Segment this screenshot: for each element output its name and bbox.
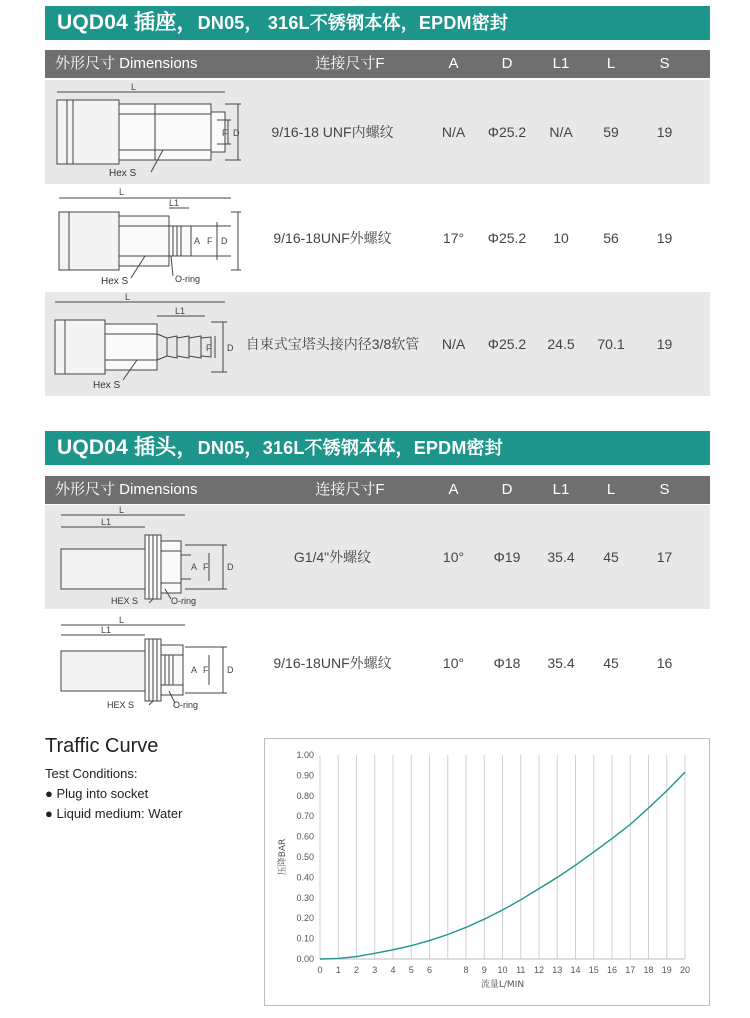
y-tick-label: 0.90	[296, 770, 314, 781]
x-tick-label: 8	[463, 965, 469, 975]
x-tick-label: 11	[516, 965, 526, 975]
cell-l: 45	[603, 549, 619, 565]
header-connection-f: 连接尺寸F	[315, 55, 385, 72]
x-tick-label: 2	[353, 965, 360, 975]
cell-connection-f: 9/16-18 UNF内螺纹	[271, 124, 394, 140]
cell-d: Φ25.2	[487, 230, 527, 246]
cell-l: 56	[603, 230, 619, 246]
header-l1: L1	[552, 55, 570, 72]
y-tick-label: 0.50	[296, 852, 314, 862]
x-tick-label: 6	[426, 965, 433, 975]
x-tick-label: 12	[533, 965, 545, 975]
y-tick-label: 0.80	[296, 790, 314, 801]
dim-label-hex: HEX S	[111, 596, 139, 606]
plug-title-main: UQD04 插头，	[57, 436, 198, 459]
dim-label-l: L	[119, 187, 125, 197]
x-tick-label: 13	[552, 965, 563, 975]
dim-label-a: A	[191, 562, 198, 572]
dim-label-hex: HEX S	[107, 700, 135, 710]
y-tick-label: 0.10	[296, 933, 314, 944]
dim-label-d: D	[227, 562, 234, 572]
dim-label-f: F	[207, 236, 213, 246]
dim-label-oring: O-ring	[175, 274, 201, 284]
test-conditions	[45, 764, 182, 824]
x-tick-label: 1	[335, 965, 341, 975]
header-a: A	[448, 55, 459, 72]
header-s: S	[659, 55, 670, 72]
dim-label-hex: Hex S	[101, 276, 129, 287]
traffic-chart	[265, 739, 711, 1007]
x-tick-label: 9	[481, 965, 487, 975]
x-tick-label: 14	[570, 965, 581, 975]
dim-label-l: L	[119, 505, 125, 515]
cell-l: 70.1	[597, 336, 625, 352]
traffic-chart-frame	[264, 738, 710, 1006]
y-axis-label: 压降BAR	[278, 838, 288, 876]
cell-l: 45	[603, 655, 619, 671]
dim-label-d: D	[233, 128, 240, 138]
y-tick-label: 0.60	[296, 831, 314, 842]
dim-label-oring: O-ring	[171, 596, 197, 606]
traffic-curve-title: Traffic Curve	[45, 735, 159, 757]
header-l1: L1	[552, 481, 570, 498]
table-row	[45, 611, 710, 715]
cell-l1: 24.5	[547, 336, 575, 352]
socket-drawing-2	[45, 186, 245, 290]
table-row	[45, 505, 710, 609]
test-condition-text: Liquid medium: Water	[56, 806, 183, 821]
dim-label-f: F	[206, 343, 212, 353]
cell-a: N/A	[441, 124, 466, 140]
header-s: S	[659, 481, 670, 498]
x-tick-label: 16	[606, 965, 618, 975]
cell-d: Φ25.2	[487, 336, 527, 352]
header-dimensions: 外形尺寸 Dimensions	[55, 481, 198, 498]
x-tick-label: 15	[588, 965, 599, 975]
cell-l1: 35.4	[547, 655, 575, 671]
dim-label-hex: Hex S	[109, 168, 137, 179]
plug-section-title	[45, 431, 710, 465]
header-d: D	[501, 55, 513, 72]
socket-table-header	[45, 50, 710, 78]
test-condition-item: ● Plug into socket	[45, 786, 149, 801]
dim-label-l1: L1	[169, 198, 180, 208]
dim-label-l1: L1	[101, 517, 112, 527]
cell-l1: N/A	[549, 124, 573, 140]
cell-a: N/A	[441, 336, 466, 352]
dim-label-hex: Hex S	[93, 380, 121, 391]
dim-label-l: L	[119, 615, 125, 625]
cell-s: 19	[656, 336, 673, 352]
y-tick-label: 0.00	[296, 954, 314, 964]
dim-label-oring: O-ring	[173, 700, 199, 710]
x-tick-label: 19	[661, 965, 672, 975]
y-tick-label: 0.30	[296, 892, 314, 903]
y-tick-label: 1.00	[296, 750, 314, 760]
x-tick-label: 5	[408, 965, 414, 975]
cell-a: 10°	[442, 549, 465, 565]
y-tick-label: 0.40	[296, 872, 314, 883]
cell-d: Φ18	[493, 655, 521, 671]
x-axis-label: 流量L/MIN	[480, 980, 525, 990]
table-row	[45, 292, 710, 396]
plug-title-rest: DN05，316L不锈钢本体，EPDM密封	[197, 438, 503, 458]
cell-l1: 35.4	[547, 549, 575, 565]
cell-connection-f: 自束式宝塔头接内径3/8软管	[245, 336, 420, 352]
test-condition-item: ● Liquid medium: Water	[45, 806, 183, 821]
plug-drawing-1	[45, 505, 245, 609]
header-d: D	[501, 481, 513, 498]
dim-label-f: F	[203, 562, 209, 572]
socket-drawing-3	[45, 292, 245, 396]
x-tick-label: 0	[317, 965, 323, 975]
socket-section-title	[45, 6, 710, 40]
dim-label-l: L	[131, 82, 137, 92]
x-tick-label: 20	[679, 965, 691, 975]
header-a: A	[448, 481, 459, 498]
cell-d: Φ25.2	[487, 124, 527, 140]
dim-label-d: D	[221, 236, 228, 246]
dim-label-l1: L1	[175, 306, 186, 316]
x-tick-label: 17	[625, 965, 636, 975]
socket-drawing-1	[45, 80, 245, 184]
cell-s: 17	[656, 549, 673, 565]
table-row	[45, 186, 710, 290]
x-tick-label: 18	[643, 965, 654, 975]
cell-l1: 10	[553, 230, 569, 246]
test-condition-text: Plug into socket	[56, 786, 149, 801]
cell-connection-f: G1/4"外螺纹	[293, 549, 372, 565]
x-tick-label: 3	[372, 965, 378, 975]
header-l: L	[606, 481, 616, 498]
cell-s: 19	[656, 230, 673, 246]
socket-title-rest: DN05， 316L不锈钢本体，EPDM密封	[197, 13, 509, 33]
dim-label-l: L	[125, 292, 131, 302]
dim-label-l1: L1	[101, 625, 112, 635]
header-connection-f: 连接尺寸F	[315, 481, 385, 498]
plug-table-header	[45, 476, 710, 504]
dim-label-a: A	[194, 236, 201, 246]
plug-drawing-2	[45, 611, 245, 715]
x-tick-label: 4	[390, 965, 396, 975]
cell-connection-f: 9/16-18UNF外螺纹	[273, 230, 392, 246]
test-conditions-label: Test Conditions:	[45, 766, 138, 781]
cell-a: 17°	[442, 230, 465, 246]
dim-label-d: D	[227, 343, 234, 353]
x-tick-label: 10	[497, 965, 508, 975]
table-row	[45, 80, 710, 184]
cell-connection-f: 9/16-18UNF外螺纹	[273, 655, 392, 671]
cell-l: 59	[603, 124, 619, 140]
y-tick-label: 0.70	[296, 811, 314, 822]
cell-s: 19	[656, 124, 673, 140]
header-dimensions: 外形尺寸 Dimensions	[55, 55, 198, 72]
dim-label-d: D	[227, 665, 234, 675]
y-tick-label: 0.20	[296, 913, 314, 924]
header-l: L	[606, 55, 616, 72]
dim-label-f: F	[222, 128, 228, 138]
cell-s: 16	[656, 655, 673, 671]
dim-label-f: F	[203, 665, 209, 675]
socket-title-main: UQD04 插座，	[57, 11, 198, 34]
dim-label-a: A	[191, 665, 198, 675]
cell-a: 10°	[442, 655, 465, 671]
cell-d: Φ19	[493, 549, 521, 565]
